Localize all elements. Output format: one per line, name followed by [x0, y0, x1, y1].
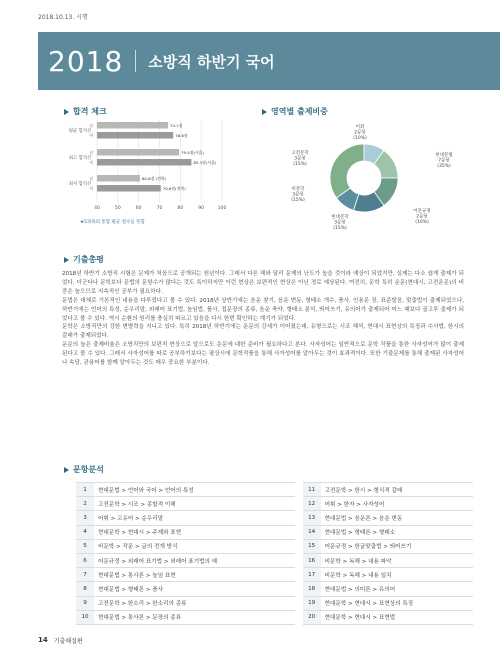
table-row: [76, 553, 473, 567]
star-icon: ★: [80, 220, 85, 225]
question-topic: 고전문학 > 한소리 > 한소리의 종류: [94, 596, 295, 610]
question-number: 10: [76, 610, 94, 624]
chart-note: [80, 219, 145, 225]
pie-label: (10%): [415, 219, 429, 225]
bar-sex-label: 남: [89, 176, 93, 181]
question-number: 12: [303, 497, 321, 511]
question-topic: 현대문학 > 현대시 > 표현법: [321, 610, 473, 624]
review-paragraph: 2018년 하반기 소방직 시험은 문제가 처음으로 공개되는 원년이다. 그래서 다른 해와 달리 문제의 난도가 높을 것이라 예상이 되었지만, 실제는 다소 쉽게 출제가 되었다. 더군다나 문학보다 문법의 문항수가 많다는 것도 특이하지만 이런 현상은 보편적인 현상은 아닌 경로 예상된다. 여전히, 문학 특히 운문(현대시, 고전운문)의 비중은 높으므로 지속적인 공부가 필요하다.: [62, 271, 464, 295]
question-topic: 어휘 > 한자 > 사자성어: [321, 497, 473, 511]
question-number: 20: [303, 610, 321, 624]
pie-label: (15%): [291, 197, 305, 203]
column-gap: [295, 553, 303, 567]
category-label: 최저 합격선: [68, 182, 92, 187]
bar: [97, 132, 173, 139]
question-topic: 현대문학 > 현대시 > 표현상의 특징: [321, 596, 473, 610]
section-title: 기출총평: [73, 255, 104, 264]
bar: [97, 149, 179, 156]
page-footer: [38, 636, 83, 645]
question-topic: 고전문학 > 한시 > 형식적 갈래: [321, 483, 473, 497]
question-topic: 현대문법 > 통사론 > 문장의 종류: [94, 610, 295, 624]
tick-label: 60: [135, 206, 142, 211]
question-topic: 어휘 > 고유어 > 순우리말: [94, 511, 295, 525]
column-gap: [295, 511, 303, 525]
question-number: 5: [76, 539, 94, 553]
tick-label: 40: [94, 206, 100, 211]
pie-label: 2문항: [354, 130, 366, 136]
title-banner: [38, 32, 500, 90]
pie-slice: [330, 144, 364, 198]
section-heading-analysis: [64, 464, 104, 475]
pie-label: 현대문학: [331, 215, 349, 220]
bar-value-label: 85.3점(서울): [193, 160, 217, 165]
question-number: 7: [76, 568, 94, 582]
bar: [97, 159, 191, 166]
pie-label: 현대문법: [435, 153, 453, 158]
question-number: 6: [76, 553, 94, 567]
tick-label: 80: [177, 206, 184, 211]
category-label: 최고 합격선: [68, 156, 92, 161]
bar-value-label: 79.4점(서울): [181, 150, 205, 155]
question-topic: 현대문법 > 음운론 > 음운 변동: [321, 511, 473, 525]
section-title: 문항분석: [73, 465, 104, 474]
question-number: 14: [303, 525, 321, 539]
pie-label: 3문항: [334, 220, 346, 226]
question-topic: 고전문학 > 시조 > 종합적 이해: [94, 497, 295, 511]
analysis-table: [76, 482, 473, 625]
pie-label: 어휘: [355, 125, 365, 130]
table-row: [76, 568, 473, 582]
review-paragraph: 운문의 높은 출제비율은 소방직만의 보편적 현상으로 앞으로도 운문에 대한 준비가 필요하다고 본다. 사자성어는 일반적으로 문학 작품을 통한 사자성어가 많이 출제된다고 볼 수 있다. 그래서 사자성어를 따로 공부하기보다는 평상시에 문학작품을 통해 사자성어를 알아두는 것이 효과적이다. 또한 기출문제를 통해 출제된 사자성어나 속담, 관용어를 함께 알아두는 것도 매우 중요한 부분이다.: [62, 342, 464, 367]
column-gap: [295, 610, 303, 624]
bar-value-label: 70.6점(전북): [162, 186, 186, 191]
column-gap: [295, 582, 303, 596]
area-pie-chart: [262, 116, 472, 231]
tick-label: 100: [217, 206, 227, 211]
column-gap: [295, 497, 303, 511]
question-number: 15: [303, 539, 321, 553]
question-topic: 비문학 > 독해 > 내용 파악: [321, 553, 473, 567]
pie-label: (10%): [353, 135, 367, 141]
section-heading-review: [64, 254, 104, 265]
bar-value-label: 74.1점: [170, 123, 183, 128]
table-row: [76, 596, 473, 610]
pie-label: (15%): [333, 225, 347, 231]
bar-sex-label: 여: [89, 160, 93, 165]
question-topic: 현대문법 > 형태론 > 품사: [94, 582, 295, 596]
tick-label: 70: [156, 206, 163, 211]
pass-score-bar-chart: [60, 118, 230, 218]
triangle-bullet-icon: [262, 109, 267, 115]
footer-label: 기출해설편: [53, 638, 83, 645]
exam-date: 2018.10.13. 시행: [38, 14, 88, 21]
question-number: 16: [303, 553, 321, 567]
column-gap: [295, 568, 303, 582]
question-number: 11: [303, 483, 321, 497]
bar: [97, 175, 140, 182]
bar-sex-label: 남: [89, 123, 93, 128]
chart-note-text: 5과목의 통합 평균 점수를 뜻함: [84, 220, 145, 225]
review-paragraph: 문학은 소방직만의 강한 변별력을 지니고 있다. 특히 2018년 하반기에는 운문의 강세가 이어졌는데, 유형으로는 시조 해석, 현대시 표현상의 특징과 수사법, 한시의 갈래가 출제되었다.: [62, 324, 464, 340]
section-title: 합격 체크: [73, 107, 107, 116]
question-number: 17: [303, 568, 321, 582]
column-gap: [295, 596, 303, 610]
triangle-bullet-icon: [64, 109, 69, 115]
question-number: 18: [303, 582, 321, 596]
question-number: 1: [76, 483, 94, 497]
question-number: 19: [303, 596, 321, 610]
question-topic: 현대문법 > 통사론 > 높임 표현: [94, 568, 295, 582]
question-topic: 비문학 > 독해 > 내용 일치: [321, 568, 473, 582]
pie-label: 어문규정: [413, 209, 431, 214]
pie-label: 7문항: [438, 158, 450, 164]
triangle-bullet-icon: [64, 257, 69, 263]
review-text: [62, 270, 464, 368]
bar-sex-label: 여: [89, 133, 93, 138]
table-row: [76, 539, 473, 553]
question-topic: 현대문학 > 현대시 > 주제와 표현: [94, 525, 295, 539]
section-heading-pass: [64, 106, 107, 117]
table-row: [76, 497, 473, 511]
pie-label: 2문항: [416, 214, 428, 220]
exam-year: 2018: [48, 44, 124, 78]
question-number: 8: [76, 582, 94, 596]
section-title: 영역별 출제비중: [271, 107, 328, 116]
table-row: [76, 610, 473, 624]
question-topic: 현대문법 > 언어와 국어 > 언어의 특성: [94, 483, 295, 497]
pie-label: (35%): [437, 163, 451, 169]
bar-sex-label: 여: [89, 186, 93, 191]
column-gap: [295, 539, 303, 553]
pie-label: (15%): [293, 161, 307, 167]
table-row: [76, 525, 473, 539]
bar: [97, 185, 161, 192]
question-topic: 어문규정 > 외래어 표기법 > 외래어 표기법의 예: [94, 553, 295, 567]
banner-divider: [135, 50, 136, 72]
table-row: [76, 582, 473, 596]
question-number: 2: [76, 497, 94, 511]
review-paragraph: 문법은 대체로 기본적인 내용을 다루었다고 볼 수 있다. 2018년 상반기에는 음운 찾기, 음운 변동, 형태소 개수, 품사, 인용문 장, 표준발음, 맞춤법이 출제되었으나, 하반기에는 언어의 특성, 순우리말, 외래어 표기법, 높임법, 품사, 접문장의 종류, 음운 축약, 형태소 분석, 띄어쓰기, 유의어가 출제되어 어느 때보다 골고루 출제가 되었다고 볼 수 있다. 역시 순환의 원리를 충실히 따르고 있음을 다시 한번 확인하는 계기가 되었다.: [62, 297, 464, 322]
pie-label: 비문학: [291, 187, 305, 192]
question-topic: 현대문법 > 의미론 > 유의어: [321, 582, 473, 596]
bar-sex-label: 남: [89, 150, 93, 155]
pie-label: 3문항: [294, 156, 306, 162]
question-topic: 현대문법 > 형태론 > 형태소: [321, 525, 473, 539]
question-number: 3: [76, 511, 94, 525]
question-topic: 어문규정 > 한글맞춤법 > 띄어쓰기: [321, 539, 473, 553]
question-topic: 비문학 > 작문 > 글의 전개 방식: [94, 539, 295, 553]
question-number: 13: [303, 511, 321, 525]
table-row: [76, 511, 473, 525]
question-number: 4: [76, 525, 94, 539]
page-number: 14: [38, 636, 48, 644]
question-number: 9: [76, 596, 94, 610]
pie-label: 고전문학: [291, 151, 309, 156]
bar: [97, 122, 168, 129]
tick-label: 50: [114, 206, 121, 211]
triangle-bullet-icon: [64, 467, 69, 473]
tick-label: 90: [198, 206, 205, 211]
table-row: [76, 483, 473, 497]
exam-title: 소방직 하반기 국어: [148, 52, 275, 71]
column-gap: [295, 525, 303, 539]
pie-label: 3문항: [292, 192, 304, 198]
bar-value-label: 76.6점: [175, 133, 188, 138]
category-label: 평균 합격선: [68, 129, 92, 134]
bar-value-label: 60.6점 (전북): [141, 176, 167, 181]
column-gap: [295, 483, 303, 497]
